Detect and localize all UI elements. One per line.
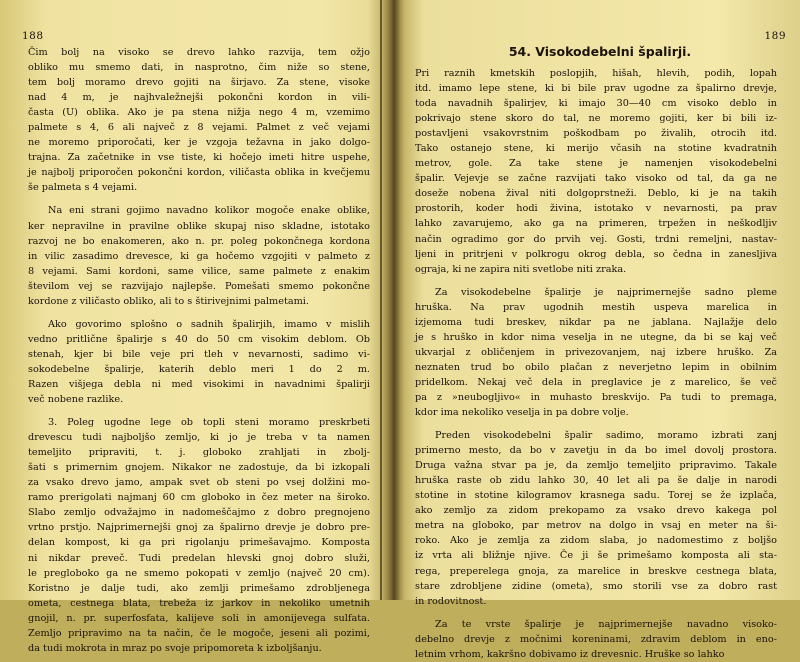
text-line: šati s primernim gnojem. Nikakor ne zadostuje, da bi izkopali [28, 462, 370, 474]
text-line: Tako ostanejo stene, ki merijo včasih na stotine kvadratnih [415, 143, 777, 155]
text-line: Ako govorimo splošno o sadnih špalirjih, imamo v mislih [48, 318, 370, 330]
text-line: več nobene razlike. [28, 394, 124, 406]
text-line: Za te vrste špalirje je najprimernejše navadno visoko- [435, 618, 777, 630]
text-line: gnojil, n. pr. superfosfata, kalijeve soli in amonijevega sulfata. [28, 612, 370, 624]
text-line: obliko mu smemo dati, in nasprotno, čim niže so stene, [28, 62, 370, 74]
text-line: primerno mesto, da bo v zavetju in da bo imel dovolj prostora. [415, 445, 777, 457]
text-line: lahko zavarujemo, ako ga na primeren, trpežen in neškodljiv [415, 218, 777, 230]
book-crease [380, 0, 382, 600]
text-line: Razen višjega debla ni med visokimi in navadnimi špalirji [28, 378, 370, 390]
text-line: itd. imamo lepe stene, ki bi bile prav ugodne za špalirno drevje, [415, 83, 777, 95]
text-line: tem bolj moramo drevo gojiti na širjavo. Za stene, visoke [28, 77, 370, 89]
text-line: neznaten trud bo obilo plačan z neverjetno lepim in obilnim [415, 361, 777, 373]
text-line: postavljeni vsakovrstnim poškodbam po živalih, otrocih itd. [415, 128, 777, 140]
text-line: sokodebelne špalirje, katerih deblo meri 1 do 2 m. [28, 363, 370, 375]
text-line: in rodovitnost. [415, 595, 487, 607]
text-line: hruška. Na prav ugodnih mestih uspeva marelica in [415, 301, 777, 313]
book-gutter [381, 0, 405, 600]
page-number-left: 188 [22, 30, 44, 42]
text-line: je najbolj priporočen pokončni kordon, viličasta oblika in kvečjemu [28, 167, 370, 179]
text-line: metrov, gole. Za take stene je namenjen visokodebelni [415, 158, 777, 170]
text-line: špalir. Vejevje se začne razvijati tako visoko od tal, da ga ne [415, 173, 777, 185]
text-line: nad 4 m, je najhvaležnejši pokončni kordon in vili- [28, 92, 370, 104]
text-line: številom vej se razvijajo najlepše. Pomešati smemo pokončne [28, 280, 370, 292]
text-line [28, 407, 370, 415]
text-line: vrtno prstjo. Najprimernejši gnoj za špalirno drevje je dobro pre- [28, 522, 370, 534]
text-line: Zemljo pripravimo na ta način, če le mogoče, jeseni ali pozimi, [28, 627, 370, 639]
text-line: 3. Poleg ugodne lege ob topli steni moramo preskrbeti [48, 417, 370, 429]
text-line: za vsako drevo jamo, ampak svet ob steni po vsej dolžini mo- [28, 477, 370, 489]
text-line: le pregloboko ga ne smemo pokopati v zemljo (največ 20 cm). [28, 567, 370, 579]
text-line: stare zdrobljene zidine (ometa), smo storili vse za dobro rast [415, 580, 777, 592]
text-line: Za visokodebelne špalirje je najprimernejše sadno pleme [435, 286, 777, 298]
text-line [28, 195, 370, 203]
text-line: razvoj ne bo enakomeren, ako n. pr. poleg pokončnega kordona [28, 235, 370, 247]
text-line: Čim bolj na visoko se drevo lahko razvija, tem ožjo [28, 47, 370, 58]
text-line: pa z »neubogljivo« in muhasto breskvijo. Pa tudi to premaga, [415, 391, 777, 403]
text-line [415, 609, 777, 617]
text-line: ni nikdar preveč. Tudi predelan hlevski gnoj dobro služi, [28, 552, 370, 564]
text-line: Na eni strani gojimo navadno kolikor mogoče enake oblike, [48, 205, 370, 217]
text-line: časta (U) oblika. Ako je pa stena nižja nego 4 m, vzemimo [28, 107, 370, 119]
text-line: Pri raznih kmetskih poslopjih, hišah, hlevih, podih, lopah [415, 68, 777, 79]
text-line [415, 277, 777, 285]
text-line: hruška raste ob zidu lahko 30, 40 let ali pa še dalje in narodi [415, 475, 777, 487]
text-line: temeljito pripraviti, t. j. globoko zrahljati in zbolj- [28, 447, 370, 459]
text-line: ker nepravilne in pravilne oblike skupaj niso skladne, istotako [28, 220, 370, 232]
text-line: toda navadnih špalirjev, ki imajo 30—40 cm visoko deblo in [415, 98, 777, 110]
left-text-column [28, 45, 370, 656]
text-line: pridelkom. Nekaj več dela in preglavice je z marelico, še več [415, 376, 777, 388]
text-line: ramo prerigolati najmanj 60 cm globoko in čez meter na široko. [28, 492, 370, 504]
text-line: ometa, cestnega blata, trebeža iz jarkov in nekoliko umetnih [28, 597, 370, 609]
text-line: prostorih, koder hodi živina, istotako v nevarnosti, pa prav [415, 203, 777, 215]
text-line: ne moremo priporočati, ker je vzgoja težavna in jako dolgo- [28, 137, 370, 149]
text-line: Slabo zemljo odvažajmo in nadomeščajmo z dobro pregnojeno [28, 507, 370, 519]
text-line: stotine in stotine kilogramov krasnega sadu. Torej se že izplača, [415, 490, 777, 502]
text-line: letnim vrhom, kakršno dobivamo iz drevesnic. Hruške so lahko [415, 648, 725, 660]
text-line: način ogradimo gor do prvih vej. Gosti, trdni remeljni, nastav- [415, 233, 777, 245]
text-line: roko. Ako je zemlja za zidom slaba, jo nadomestimo z boljšo [415, 535, 777, 547]
text-line: rega, preperelega gnoja, za marelice in breskve cestnega blata, [415, 565, 777, 577]
chapter-title: 54. Visokodebelni špalirji. [508, 44, 692, 59]
text-line: ukvarjal z obličenjem in privezovanjem, naj izbere hruško. Za [415, 346, 777, 358]
text-line: ljeni in pritrjeni v polkrogu okrog debla, so čedna in zanesljiva [415, 248, 777, 260]
text-line: palmete s 4, 6 ali največ z 8 vejami. Palmet z več vejami [28, 122, 370, 134]
text-line: ako zemljo za zidom prekopamo za vsako drevo kakega pol [415, 505, 777, 517]
text-line: debelno drevje z močnimi koreninami, zdravim deblom in eno- [415, 633, 777, 645]
text-line: stenah, kjer bi bile veje pri tleh v nevarnosti, sadimo vi- [28, 348, 370, 360]
text-line: je s hruško in kdor nima veselja in ne utegne, da bi se kaj več [415, 331, 777, 343]
page-number-right: 189 [764, 30, 786, 42]
right-page [400, 0, 800, 660]
text-line: vedno pritlične špalirje s 40 do 50 cm visokim deblom. Ob [28, 333, 370, 345]
text-line: iz vrta ali bližnje njive. Če ji še primešamo komposta ali sta- [415, 550, 777, 562]
text-line: in vilic zasadimo drevesce, ki ga hočemo vzgojiti v palmeto z [28, 250, 370, 262]
text-line: delan kompost, ki ga pri rigolanju primešavajmo. Komposta [28, 537, 370, 549]
text-line: metra na globoko, par metrov na dolgo in vsaj en meter na ši- [415, 520, 777, 532]
right-text-column [415, 66, 777, 662]
text-line: doseže nobena žival niti dolgoprstneži. Deblo, ki je na takih [415, 188, 777, 200]
text-line: pokrivajo stene skoro do tal, ne moremo gojiti, ker bi bili iz- [415, 113, 777, 125]
text-line: Druga važna stvar pa je, da zemljo temeljito pripravimo. Takale [415, 460, 777, 472]
text-line: drevescu tudi najboljšo zemljo, ki jo je treba v ta namen [28, 432, 370, 444]
text-line: 8 vejami. Sami kordoni, same vilice, same palmete z enakim [28, 265, 370, 277]
text-line: trajna. Za začetnike in vse tiste, ki hočejo imeti hitre uspehe, [28, 152, 370, 164]
text-line [415, 420, 777, 428]
text-line: izjemoma tudi breskev, nikdar pa ne jablana. Najlažje delo [415, 316, 777, 328]
text-line: Koristno je dalje tudi, ako zemlji primešamo zdrobljenega [28, 582, 370, 594]
text-line: Preden visokodebelni špalir sadimo, moramo izbrati zanj [435, 430, 777, 442]
text-line: da tudi mokrota in mraz po svoje pripomoreta k izboljšanju. [28, 642, 322, 654]
text-line: še palmeta s 4 vejami. [28, 182, 138, 194]
left-page [0, 0, 392, 654]
text-line: ograja, ki ne zapira niti svetlobe niti zraka. [415, 263, 627, 275]
text-line [28, 309, 370, 317]
text-line: kdor ima nekoliko veselja in pa dobre volje. [415, 407, 629, 419]
text-line: kordone z viličasto obliko, ali to s štirivejnimi palmetami. [28, 295, 309, 307]
